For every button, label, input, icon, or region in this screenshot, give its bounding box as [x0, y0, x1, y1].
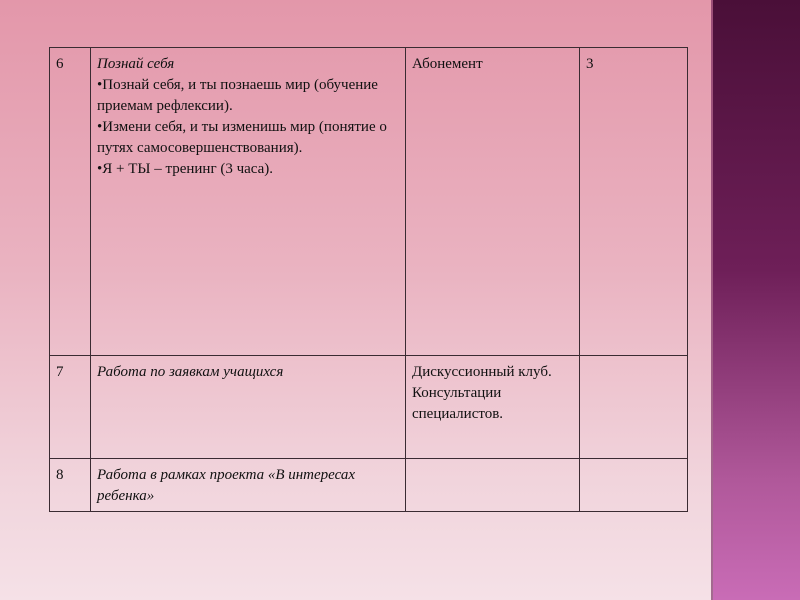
row-number-cell: 6	[50, 48, 91, 356]
topic-item: •Я + ТЫ – тренинг (3 часа).	[97, 161, 274, 177]
side-decorative-band	[713, 0, 800, 600]
form-cell: Дискуссионный клуб. Консультации специалистов.	[406, 356, 580, 459]
count-cell: 3	[580, 48, 688, 356]
table-row	[50, 459, 688, 512]
table-row	[50, 356, 688, 459]
topic-item: •Познай себя, и ты познаешь мир (обучение приемам рефлексии).	[97, 77, 378, 114]
row-number-cell: 7	[50, 356, 91, 459]
topic-title: Работа в рамках проекта «В интересах ребенка»	[97, 467, 356, 504]
row-number-cell: 8	[50, 459, 91, 512]
topic-cell	[91, 356, 406, 459]
form-cell	[406, 459, 580, 512]
count-cell	[580, 356, 688, 459]
table-row	[50, 48, 688, 356]
schedule-table	[49, 47, 688, 512]
count-cell	[580, 459, 688, 512]
topic-item: •Измени себя, и ты изменишь мир (понятие о путях самосовершенствования).	[97, 119, 387, 156]
topic-cell	[91, 48, 406, 356]
topic-title: Познай себя	[97, 56, 175, 72]
form-cell: Абонемент	[406, 48, 580, 356]
topic-title: Работа по заявкам учащихся	[97, 364, 284, 380]
topic-cell	[91, 459, 406, 512]
